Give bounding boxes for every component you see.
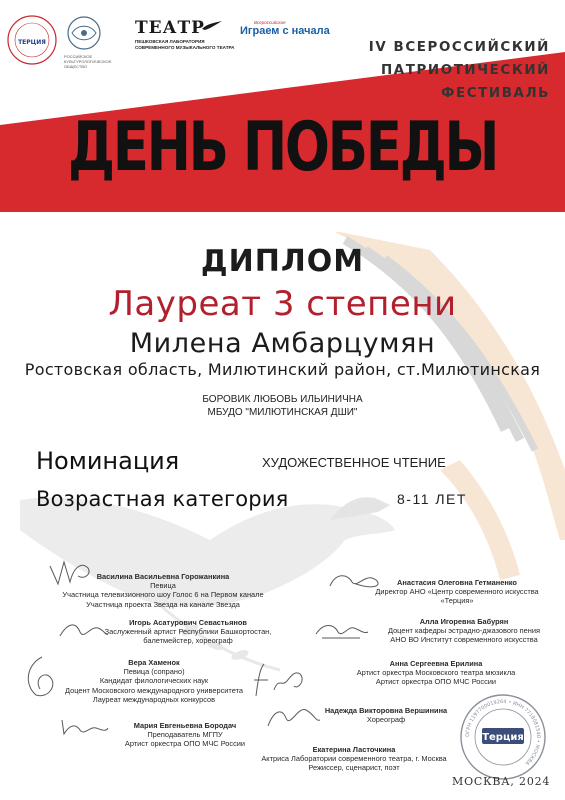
- theatre-logo-subtitle: ПЕШКОВСКАЯ ЛАБОРАТОРИЯ СОВРЕМЕННОГО МУЗЫКАЛЬНОГО ТЕАТРА: [135, 39, 235, 50]
- jury-role: Преподаватель МГПУ: [147, 730, 223, 740]
- award-title: Лауреат 3 степени: [108, 284, 457, 324]
- jury-name: Игорь Асатурович Севастьянов: [129, 618, 247, 627]
- jury-member-2: [58, 618, 318, 646]
- city-year: МОСКВА, 2024: [452, 775, 551, 788]
- rko-emblem-icon: [64, 14, 104, 52]
- jury-name: Алла Игоревна Бабурян: [419, 617, 509, 626]
- jury-name: Екатерина Ласточкина: [312, 745, 396, 754]
- jury-role: Доцент кафедры эстрадно-джазового пения: [387, 626, 540, 636]
- nomination-value: ХУДОЖЕСТВЕННОЕ ЧТЕНИЕ: [262, 455, 446, 470]
- participant-region: Ростовская область, Милютинский район, ст.Милютинская: [24, 360, 541, 379]
- nomination-label: Номинация: [36, 447, 180, 475]
- jury-name: Вера Хаменок: [128, 658, 180, 667]
- jury-name: Анастасия Олеговна Гетманенко: [397, 578, 517, 587]
- jury-role: Артист оркестра ОПО МЧС России: [375, 677, 497, 687]
- signature-baburyan: [312, 620, 370, 642]
- festival-title: IV ВСЕРОССИЙСКИЙ ПАТРИОТИЧЕСКИЙ ФЕСТИВАЛЬ: [368, 40, 550, 101]
- rko-caption: РОССИЙСКОЕ КУЛЬТУРОЛОГИЧЕСКОЕ ОБЩЕСТВО: [64, 54, 112, 69]
- jury-role: Актриса Лаборатории современного театра, г. Москва: [261, 754, 447, 764]
- jury-member-1: [48, 572, 278, 609]
- jury-member-9: [254, 745, 454, 773]
- jury-member-3: [34, 658, 274, 704]
- jury-role: Доцент Московского международного университета: [65, 685, 243, 695]
- jury-name: Василина Васильевна Горожанкина: [96, 572, 230, 581]
- age-category-label: Возрастная категория: [36, 487, 289, 511]
- jury-role: Артист оркестра Московского театра мюзикла: [356, 668, 516, 678]
- svg-text:ТЕРЦИЯ: ТЕРЦИЯ: [18, 39, 46, 46]
- tertia-logo: [6, 14, 58, 66]
- jury-name: Надежда Викторовна Вершинина: [324, 706, 448, 715]
- igraem-logo-small: Всероссийское: [254, 20, 286, 25]
- jury-role: Участница телевизионного шоу Голос 6 на Первом канале: [62, 590, 264, 600]
- school-name: МБУДО "МИЛЮТИНСКАЯ ДШИ": [207, 407, 358, 418]
- stamp-ring-text: ОГРН 1197700019264 • ИНН 7718081540 • МОСКВА: [464, 698, 542, 766]
- jury-role: «Терция»: [440, 596, 474, 606]
- participant-name: Милена Амбарцумян: [129, 328, 436, 359]
- teacher-block: [0, 393, 565, 419]
- diploma-heading: ДИПЛОМ: [200, 244, 365, 279]
- jury-role: Участница проекта Звезда на канале Звезда: [86, 599, 240, 609]
- jury-role: Заслуженный артист Республики Башкортостан,: [104, 627, 272, 637]
- jury-member-8: [318, 706, 454, 724]
- jury-role: Певица: [150, 581, 176, 591]
- jury-role: Режиссер, сценарист, поэт: [308, 763, 400, 773]
- jury-role: Хореограф: [366, 715, 406, 725]
- theatre-lab-logo: [135, 18, 235, 60]
- organization-stamp: [458, 692, 548, 782]
- igraem-logo-main: Играем с начала: [240, 25, 330, 37]
- bird-icon: [201, 20, 223, 32]
- jury-name: Мария Евгеньевна Бородач: [133, 721, 237, 730]
- jury-role: Лауреат международных конкурсов: [92, 694, 216, 704]
- jury-role: Артист оркестра ОПО МЧС России: [124, 739, 246, 749]
- jury-member-7: [338, 659, 534, 687]
- jury-role: Директор АНО «Центр современного искусства: [375, 587, 539, 597]
- theatre-logo-word: ТЕАТР: [135, 18, 205, 38]
- jury-member-4: [90, 721, 280, 749]
- rko-logo: [64, 14, 112, 74]
- jury-member-5: [362, 578, 552, 606]
- jury-role: Певица (сопрано): [123, 667, 185, 677]
- jury-role: Кандидат филологических наук: [99, 676, 209, 686]
- jury-role: балетмейстер, хореограф: [143, 636, 233, 646]
- stamp-center-text: Терция: [482, 732, 524, 743]
- main-title: ДЕНЬ ПОБЕДЫ: [67, 108, 498, 187]
- jury-name: Анна Сергеевна Ерилина: [389, 659, 483, 668]
- teacher-name: БОРОВИК ЛЮБОВЬ ИЛЬИНИЧНА: [202, 394, 363, 405]
- jury-member-6: [366, 617, 562, 645]
- age-category-value: 8-11 ЛЕТ: [397, 491, 467, 507]
- jury-role: АНО ВО Институт современного искусства: [390, 635, 538, 645]
